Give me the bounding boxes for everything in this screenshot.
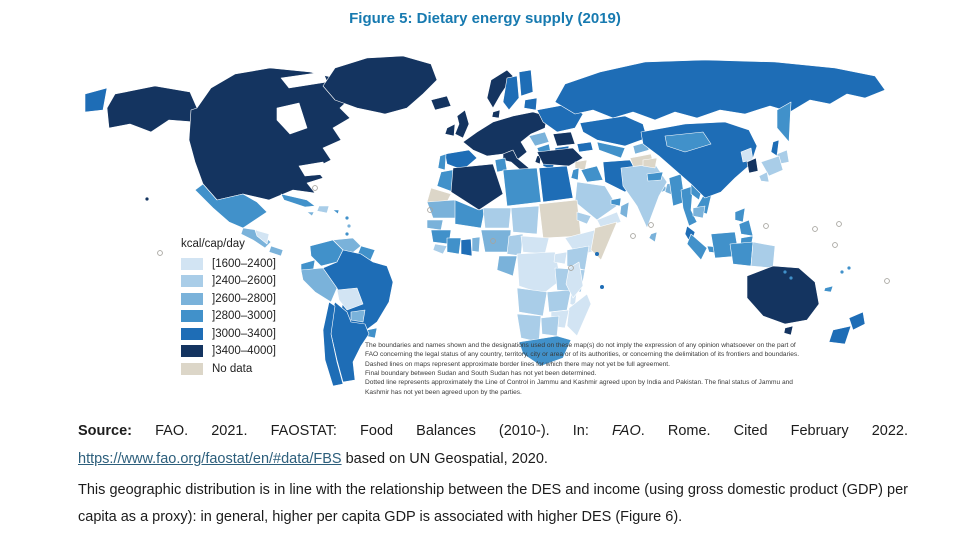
country-russia	[555, 60, 885, 120]
country-sudan	[539, 200, 581, 238]
source-label: Source:	[78, 423, 132, 439]
source-text: based on UN Geospatial, 2020.	[341, 451, 548, 467]
legend-label: ]2600–2800]	[212, 292, 276, 305]
country-egypt	[539, 166, 573, 202]
disclaimer-line: Final boundary between Sudan and South Sudan has not yet been determined.	[365, 370, 597, 378]
source-italic-fao: FAO	[612, 423, 641, 439]
country-new-zealand-north	[849, 312, 865, 330]
legend-item	[181, 308, 276, 326]
legend-swatch	[181, 310, 203, 322]
legend-label: ]3400–4000]	[212, 345, 276, 358]
jammu-kashmir	[643, 158, 657, 168]
country-uk	[455, 110, 469, 138]
country-libya	[503, 168, 541, 206]
source-text: FAO. 2021. FAOSTAT: Food Balances (2010-). In:	[132, 423, 612, 439]
map-legend	[181, 238, 276, 378]
figure-title: Figure 5: Dietary energy supply (2019)	[349, 10, 621, 27]
country-sumatra	[687, 234, 707, 260]
country-australia	[747, 266, 819, 324]
legend-label: No data	[212, 362, 253, 375]
disclaimer-line: Kashmir has not yet been agreed upon by the parties.	[365, 388, 522, 396]
legend-item	[181, 290, 276, 308]
world-map-figure	[85, 50, 965, 412]
source-text: . Rome. Cited February 2022.	[640, 423, 908, 439]
country-japan-honshu	[761, 156, 783, 176]
legend-item	[181, 273, 276, 291]
country-chukotka-wrap	[85, 88, 107, 112]
legend-swatch	[181, 328, 203, 340]
mauritius-dot	[600, 285, 604, 289]
legend-item	[181, 360, 276, 378]
disclaimer-line: Dashed lines on maps represent approximate border lines for which there may not yet be full agreement.	[365, 360, 670, 368]
legend-swatch	[181, 258, 203, 270]
region-oceania	[730, 242, 865, 344]
legend-title: kcal/cap/day	[181, 238, 245, 250]
disclaimer-line: FAO concerning the legal status of any country, territory, city or area or of its authorities, or concerning the delimitation of its frontiers and boundaries.	[365, 351, 800, 359]
legend-label: ]3000–3400]	[212, 327, 276, 340]
legend-item	[181, 255, 276, 273]
country-kazakhstan	[580, 116, 647, 146]
region-north-america	[85, 56, 437, 256]
legend-item	[181, 325, 276, 343]
tasmania	[784, 326, 793, 335]
country-somalia	[591, 222, 617, 260]
source-link[interactable]: https://www.fao.org/faostat/en/#data/FBS	[78, 451, 342, 467]
legend-label: ]2400–2600]	[212, 275, 276, 288]
legend-label: [1600–2400]	[212, 257, 276, 270]
legend-label: ]2800–3000]	[212, 310, 276, 323]
country-cuba	[281, 194, 315, 207]
country-philippines	[735, 208, 745, 222]
seychelles-dot	[595, 252, 599, 256]
country-iceland	[431, 96, 451, 110]
disclaimer-line: Dotted line represents approximately the Line of Control in Jammu and Kashmir agreed upon by India and Pakistan. The final status of Jammu and	[365, 379, 793, 387]
source-citation	[78, 417, 908, 473]
country-ghana	[461, 239, 472, 256]
hawaii-dot	[145, 197, 148, 200]
legend-item	[181, 343, 276, 361]
country-angola	[517, 288, 547, 316]
country-nigeria	[481, 230, 511, 252]
country-papua-new-guinea	[751, 242, 775, 268]
legend-swatch	[181, 363, 203, 375]
legend-swatch	[181, 293, 203, 305]
legend-swatch	[181, 345, 203, 357]
disclaimer-line: The boundaries and names shown and the designations used on these map(s) do not imply the expression of any opinion whatsoever on the part of	[365, 342, 796, 349]
map-disclaimer	[365, 341, 940, 397]
legend-swatch	[181, 275, 203, 287]
body-paragraph: This geographic distribution is in line with the relationship between the DES and income (using gross domestic product (GDP) per capita as a proxy): in general, higher per capita GDP is associated with higher DES (Figure 6).	[78, 482, 908, 525]
region-south-east-asia	[621, 122, 789, 260]
